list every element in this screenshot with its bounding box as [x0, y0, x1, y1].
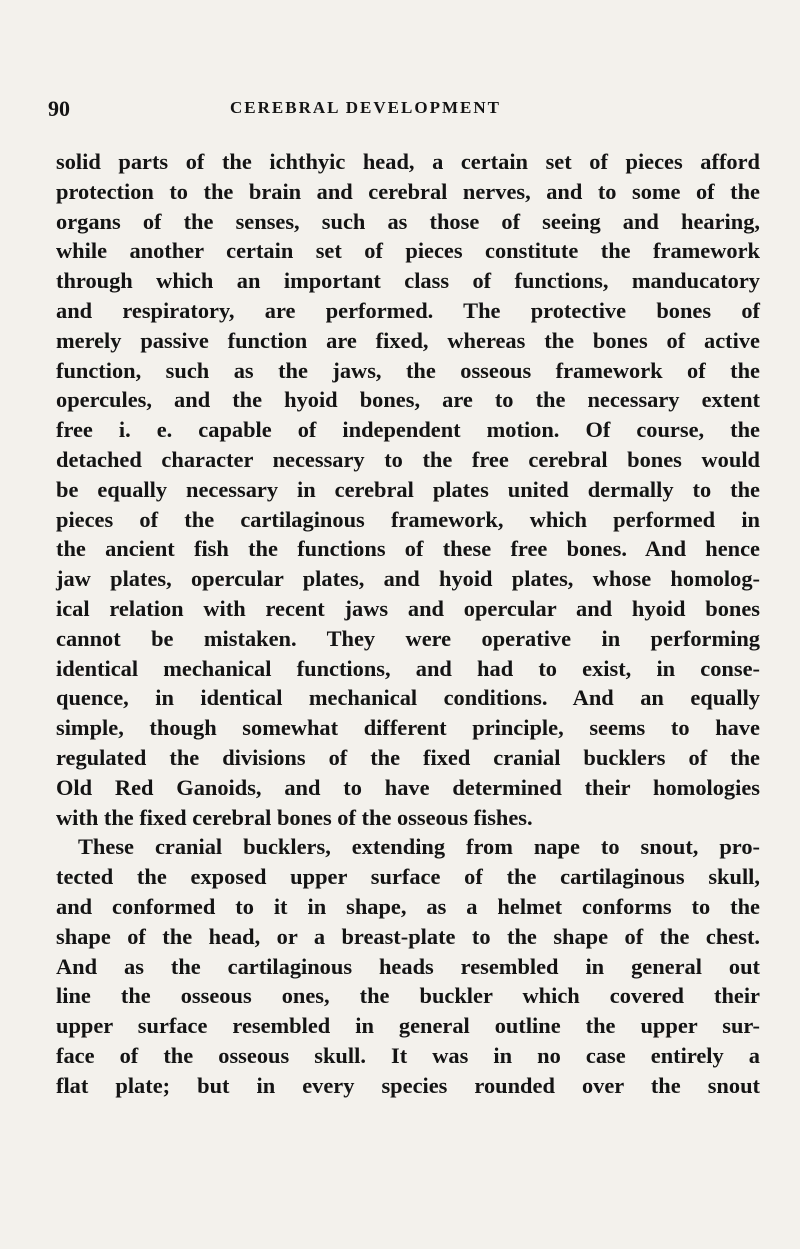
text-line: be equally necessary in cerebral plates united dermally to the — [56, 476, 760, 502]
text-line: through which an important class of functions, manducatory — [56, 268, 760, 294]
text-line: detached character necessary to the free cerebral bones would — [56, 446, 760, 472]
text-line: flat plate; but in every species rounded over the snout — [56, 1072, 760, 1098]
text-line: simple, though somewhat different principle, seems to have — [56, 715, 760, 741]
text-line: jaw plates, opercular plates, and hyoid plates, whose homolog- — [56, 566, 760, 592]
text-line: merely passive function are fixed, whereas the bones of active — [56, 327, 760, 353]
text-line: pieces of the cartilaginous framework, which performed in — [56, 506, 760, 532]
text-line: And as the cartilaginous heads resembled in general out — [56, 953, 760, 979]
text-line: Old Red Ganoids, and to have determined their homologies — [56, 774, 760, 800]
text-line: identical mechanical functions, and had to exist, in conse- — [56, 655, 760, 681]
body-text — [56, 147, 760, 1101]
text-line: shape of the head, or a breast-plate to the shape of the chest. — [56, 923, 760, 949]
text-line: quence, in identical mechanical conditions. And an equally — [56, 685, 760, 711]
text-line: line the osseous ones, the buckler which covered their — [56, 983, 760, 1009]
text-line: These cranial bucklers, extending from nape to snout, pro- — [78, 834, 760, 860]
text-line: cannot be mistaken. They were operative in performing — [56, 625, 760, 651]
text-line: ical relation with recent jaws and opercular and hyoid bones — [56, 595, 760, 621]
text-line: the ancient fish the functions of these free bones. And hence — [56, 536, 760, 562]
text-line: regulated the divisions of the fixed cranial bucklers of the — [56, 744, 760, 770]
text-line: function, such as the jaws, the osseous framework of the — [56, 357, 760, 383]
paragraph-2 — [56, 832, 760, 1100]
text-line: with the fixed cerebral bones of the osseous fishes. — [56, 804, 533, 830]
text-line: opercules, and the hyoid bones, are to the necessary extent — [56, 387, 760, 413]
text-line: and respiratory, are performed. The protective bones of — [56, 297, 760, 323]
text-line: free i. e. capable of independent motion. Of course, the — [56, 417, 760, 443]
text-line: organs of the senses, such as those of seeing and hearing, — [56, 208, 760, 234]
text-line: and conformed to it in shape, as a helmet conforms to the — [56, 893, 760, 919]
text-line: tected the exposed upper surface of the cartilaginous skull, — [56, 864, 760, 890]
page-number: 90 — [48, 96, 70, 121]
text-line: while another certain set of pieces constitute the framework — [56, 238, 760, 264]
text-line: solid parts of the ichthyic head, a certain set of pieces afford — [56, 149, 760, 174]
text-line: upper surface resembled in general outline the upper sur- — [56, 1013, 760, 1039]
text-line: protection to the brain and cerebral nerves, and to some of the — [56, 178, 760, 204]
text-line: face of the osseous skull. It was in no case entirely a — [56, 1042, 760, 1068]
running-title: CEREBRAL DEVELOPMENT — [230, 98, 501, 117]
paragraph-1 — [56, 147, 760, 832]
running-head — [48, 96, 760, 120]
